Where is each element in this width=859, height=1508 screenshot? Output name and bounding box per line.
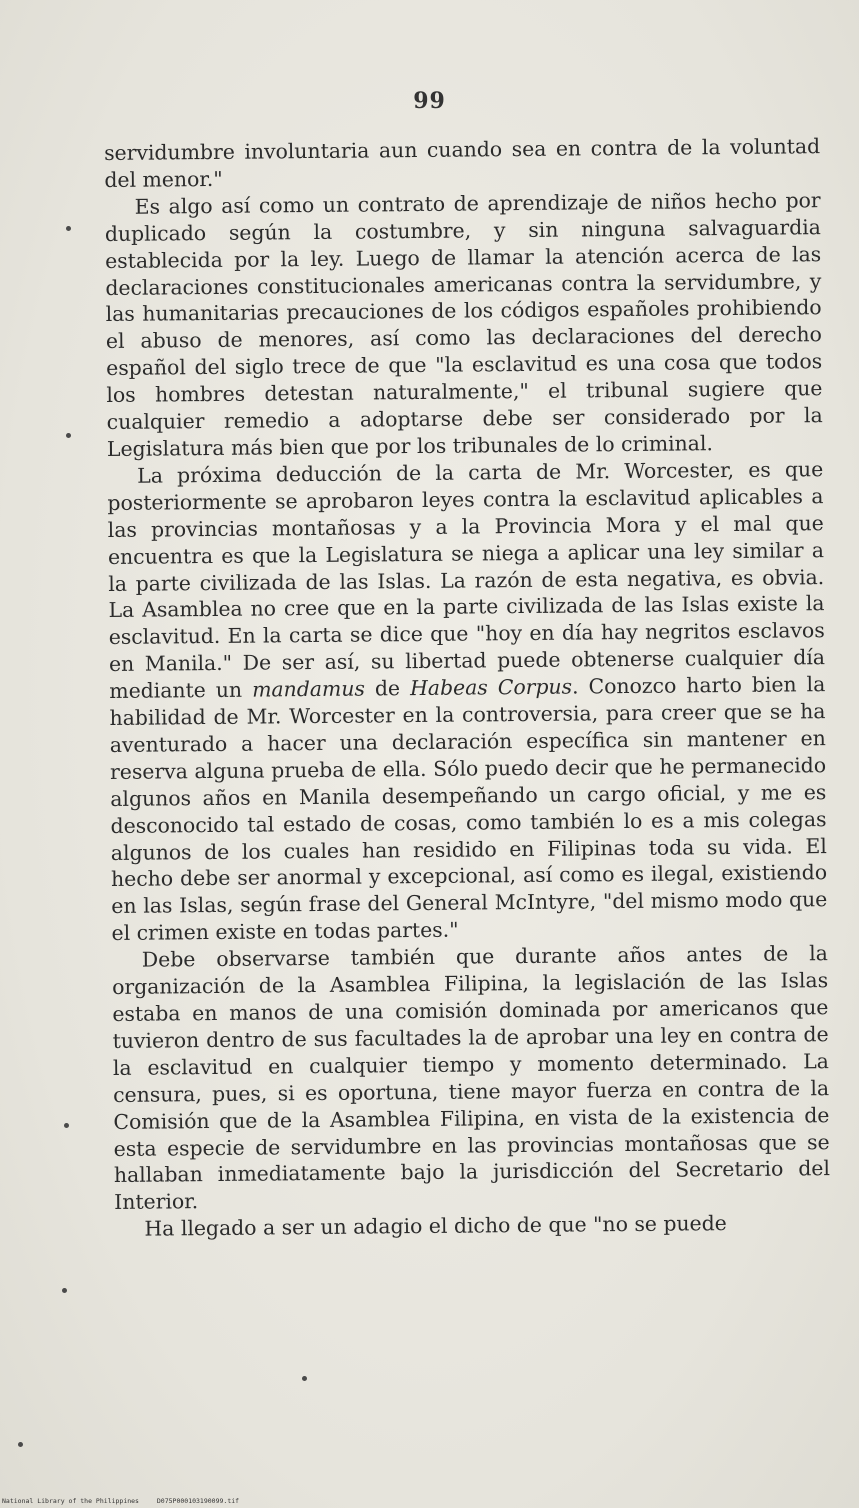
italic-mandamus: mandamus bbox=[252, 676, 366, 702]
paragraph-3 bbox=[107, 456, 828, 947]
margin-speck bbox=[66, 226, 71, 231]
margin-speck bbox=[64, 1123, 69, 1128]
paragraph-1: servidumbre involuntaria aun cuando sea en contra de la voluntad del menor." bbox=[104, 134, 821, 192]
text-body bbox=[104, 133, 831, 1243]
margin-speck bbox=[302, 1376, 307, 1381]
margin-speck bbox=[66, 433, 71, 438]
footer-file-id: D075P000103190099.tif bbox=[156, 1497, 240, 1505]
page-number: 99 bbox=[413, 88, 446, 114]
paragraph-2: Es algo así como un contrato de aprendizaje de niños hecho por duplicado según la costumbre, y sin ninguna salvaguardia establecida por la ley. Luego de llamar la atención acerca de las declaraciones constitucionales americanas contra la servidumbre, y las humanitarias precauciones de los códigos españoles prohibiendo el abuso de menores, así como las declaraciones del derecho español del siglo trece de que "la esclavitud es una cosa que todos los hombres detestan naturalmente," el tribunal sugiere que cualquier remedio a adoptarse debe ser considerado por la Legislatura más bien que por los tribunales de lo criminal. bbox=[104, 187, 823, 461]
paragraph-3-text: La próxima deducción de la carta de Mr. Worcester, es que posteriormente se aprobaron leyes contra la esclavitud aplicables a las provincias montañosas y a la Provincia Mora y el mal que encuentra es que la Legislatura se niega a aplicar una ley similar a la parte civilizada de las Islas. La razón de esta negativa, es obvia. La Asamblea no cree que en la parte civilizada de las Islas existe la esclavitud. En la carta se dice que "hoy en día hay negritos esclavos en Manila." De ser así, su libertad puede obtenerse cualquier día mediante un bbox=[107, 456, 826, 704]
paragraph-4: Debe observarse también que durante años antes de la organización de la Asamblea Filipina, la legislación de las Islas estaba en manos de una comisión dominada por americanos que tuvieron dentro de sus facultades la de aprobar una ley en contra de la esclavitud en cualquier tiempo y momento determinado. La censura, pues, si es oportuna, tiene mayor fuerza en contra de la Comisión que de la Asamblea Filipina, en vista de la existencia de esta especie de servidumbre en las provincias montañosas que se hallaban inmediatamente bajo la jurisdicción del Secretario del Interior. bbox=[112, 941, 831, 1215]
paragraph-3-rest: . Conozco harto bien la habilidad de Mr. Worcester en la controversia, para creer que se ha aventurado a hacer una declaración específica sin mantener en reserva alguna prueba de ella. Sólo puedo decir que he permanecido algunos años en Manila desempeñando un cargo oficial, y me es desconocido tal estado de cosas, como también lo es a mis colegas algunos de los cuales han residido en Filipinas toda su vida. El hecho debe ser anormal y excepcional, así como es ilegal, existiendo en las Islas, según frase del General McIntyre, "del mismo modo que el crimen existe en todas partes." bbox=[109, 672, 828, 946]
paragraph-5: Ha llegado a ser un adagio el dicho de que "no se puede bbox=[144, 1211, 727, 1241]
footer-library: National Library of the Philippines bbox=[2, 1497, 139, 1505]
italic-habeas-corpus: Habeas Corpus bbox=[409, 674, 573, 701]
margin-speck bbox=[62, 1288, 67, 1293]
paragraph-3-de: de bbox=[374, 676, 401, 701]
margin-speck bbox=[18, 1442, 23, 1447]
scan-footer bbox=[2, 1497, 253, 1505]
